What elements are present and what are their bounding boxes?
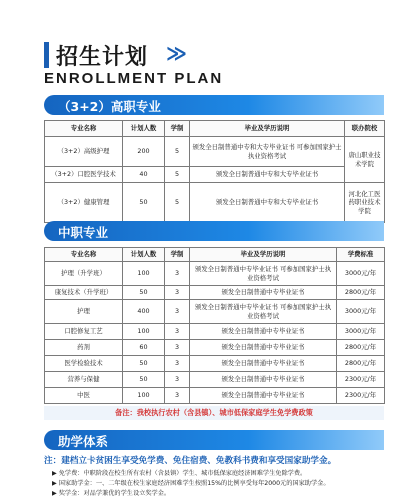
diploma-desc: 颁发全日制普通中专毕业证书 bbox=[190, 324, 337, 340]
table-row bbox=[45, 340, 385, 356]
column-header: 计划人数 bbox=[123, 248, 165, 262]
study-years: 3 bbox=[165, 340, 190, 356]
plan-count: 100 bbox=[123, 262, 165, 286]
section-band-secondary-vocational bbox=[44, 221, 384, 241]
study-years: 3 bbox=[165, 262, 190, 286]
major-name: 药剂 bbox=[45, 340, 123, 356]
aid-intro: 注：建档立卡贫困生享受免学费、免住宿费、免教科书费和享受国家助学金。 bbox=[44, 456, 337, 466]
table-row bbox=[45, 167, 385, 183]
tuition-fee: 2800元/年 bbox=[337, 340, 385, 356]
plan-count: 100 bbox=[123, 388, 165, 404]
column-header: 计划人数 bbox=[123, 121, 165, 137]
tuition-fee: 2300元/年 bbox=[337, 388, 385, 404]
tuition-fee: 2800元/年 bbox=[337, 356, 385, 372]
column-header: 学费标准 bbox=[337, 248, 385, 262]
plan-count: 50 bbox=[123, 356, 165, 372]
tuition-fee: 3000元/年 bbox=[337, 300, 385, 324]
section-band-financial-aid bbox=[44, 430, 384, 450]
aid-bullet: ▶ 国家助学金：一、二年级在校生家庭经济困难学生按照15%的比例享受每年2000元的国家助学金。 bbox=[52, 480, 330, 487]
tuition-fee: 3000元/年 bbox=[337, 262, 385, 286]
study-years: 5 bbox=[165, 167, 190, 183]
major-name: 护理 bbox=[45, 300, 123, 324]
diploma-desc: 颁发全日制普通中专毕业证书 bbox=[190, 388, 337, 404]
plan-count: 40 bbox=[123, 167, 165, 183]
table-row bbox=[45, 137, 385, 167]
diploma-desc: 颁发全日制普通中专毕业证书 bbox=[190, 340, 337, 356]
page-subtitle: ENROLLMENT PLAN bbox=[44, 70, 224, 87]
section-band-higher-vocational bbox=[44, 95, 384, 115]
secondary-vocational-table bbox=[44, 247, 385, 404]
column-header: 毕业及学历说明 bbox=[190, 248, 337, 262]
major-name: （3+2）口腔医学技术 bbox=[45, 167, 123, 183]
major-name: 口腔修复工艺 bbox=[45, 324, 123, 340]
table-row bbox=[45, 183, 385, 223]
table-header-row bbox=[45, 248, 385, 262]
section-title: （3+2）高职专业 bbox=[58, 99, 161, 114]
study-years: 5 bbox=[165, 137, 190, 167]
table-row bbox=[45, 286, 385, 300]
partner-school: 唐山职业技术学院 bbox=[345, 137, 385, 183]
study-years: 5 bbox=[165, 183, 190, 223]
tuition-fee: 2300元/年 bbox=[337, 372, 385, 388]
table-row bbox=[45, 388, 385, 404]
column-header: 学制 bbox=[165, 121, 190, 137]
column-header: 学制 bbox=[165, 248, 190, 262]
diploma-desc: 颁发全日制普通中专毕业证书 bbox=[190, 356, 337, 372]
plan-count: 50 bbox=[123, 286, 165, 300]
title-accent-bar bbox=[44, 42, 49, 68]
diploma-desc: 颁发全日制普通中专毕业证书 可参加国家护士执业资格考试 bbox=[190, 300, 337, 324]
major-name: （3+2）高级护理 bbox=[45, 137, 123, 167]
diploma-desc: 颁发全日制普通中专和大专毕业证书 可参加国家护士执业资格考试 bbox=[190, 137, 345, 167]
diploma-desc: 颁发全日制普通中专毕业证书 bbox=[190, 372, 337, 388]
section-title: 助学体系 bbox=[58, 434, 109, 449]
major-name: 康复技术（升学班） bbox=[45, 286, 123, 300]
higher-vocational-table bbox=[44, 120, 385, 223]
major-name: （3+2）健康管理 bbox=[45, 183, 123, 223]
study-years: 3 bbox=[165, 324, 190, 340]
plan-count: 50 bbox=[123, 372, 165, 388]
table-row bbox=[45, 356, 385, 372]
table-header-row bbox=[45, 121, 385, 137]
study-years: 3 bbox=[165, 372, 190, 388]
aid-bullet: ▶ 免学费：中职阶段在校生所有农村（含县镇）学生、城市低保家庭经济困难学生免除学费。 bbox=[52, 470, 307, 477]
plan-count: 400 bbox=[123, 300, 165, 324]
plan-count: 60 bbox=[123, 340, 165, 356]
column-header: 毕业及学历说明 bbox=[190, 121, 345, 137]
double-chevron-icon: ≫ bbox=[166, 41, 183, 65]
tuition-fee: 2800元/年 bbox=[337, 286, 385, 300]
major-name: 营养与保健 bbox=[45, 372, 123, 388]
plan-count: 50 bbox=[123, 183, 165, 223]
study-years: 3 bbox=[165, 286, 190, 300]
study-years: 3 bbox=[165, 356, 190, 372]
column-header: 专业名称 bbox=[45, 121, 123, 137]
study-years: 3 bbox=[165, 388, 190, 404]
aid-bullet: ▶ 奖学金：对品学兼优的学生设立奖学金。 bbox=[52, 490, 171, 497]
major-name: 医学检验技术 bbox=[45, 356, 123, 372]
diploma-desc: 颁发全日制普通中专毕业证书 bbox=[190, 286, 337, 300]
page-header bbox=[44, 40, 384, 90]
major-name: 中医 bbox=[45, 388, 123, 404]
policy-note: 备注：我校执行农村（含县镇）、城市低保家庭学生免学费政策 bbox=[44, 406, 384, 420]
major-name: 护理（升学班） bbox=[45, 262, 123, 286]
column-header: 专业名称 bbox=[45, 248, 123, 262]
table-row bbox=[45, 300, 385, 324]
table-row bbox=[45, 262, 385, 286]
diploma-desc: 颁发全日制普通中专和大专毕业证书 bbox=[190, 167, 345, 183]
section-title: 中职专业 bbox=[58, 225, 109, 240]
plan-count: 100 bbox=[123, 324, 165, 340]
tuition-fee: 3000元/年 bbox=[337, 324, 385, 340]
partner-school: 河北化工医药职业技术学院 bbox=[345, 183, 385, 223]
plan-count: 200 bbox=[123, 137, 165, 167]
study-years: 3 bbox=[165, 300, 190, 324]
page-title: 招生计划 bbox=[56, 45, 149, 70]
diploma-desc: 颁发全日制普通中专毕业证书 可参加国家护士执业资格考试 bbox=[190, 262, 337, 286]
diploma-desc: 颁发全日制普通中专和大专毕业证书 bbox=[190, 183, 345, 223]
table-row bbox=[45, 324, 385, 340]
table-row bbox=[45, 372, 385, 388]
column-header: 联办院校 bbox=[345, 121, 385, 137]
